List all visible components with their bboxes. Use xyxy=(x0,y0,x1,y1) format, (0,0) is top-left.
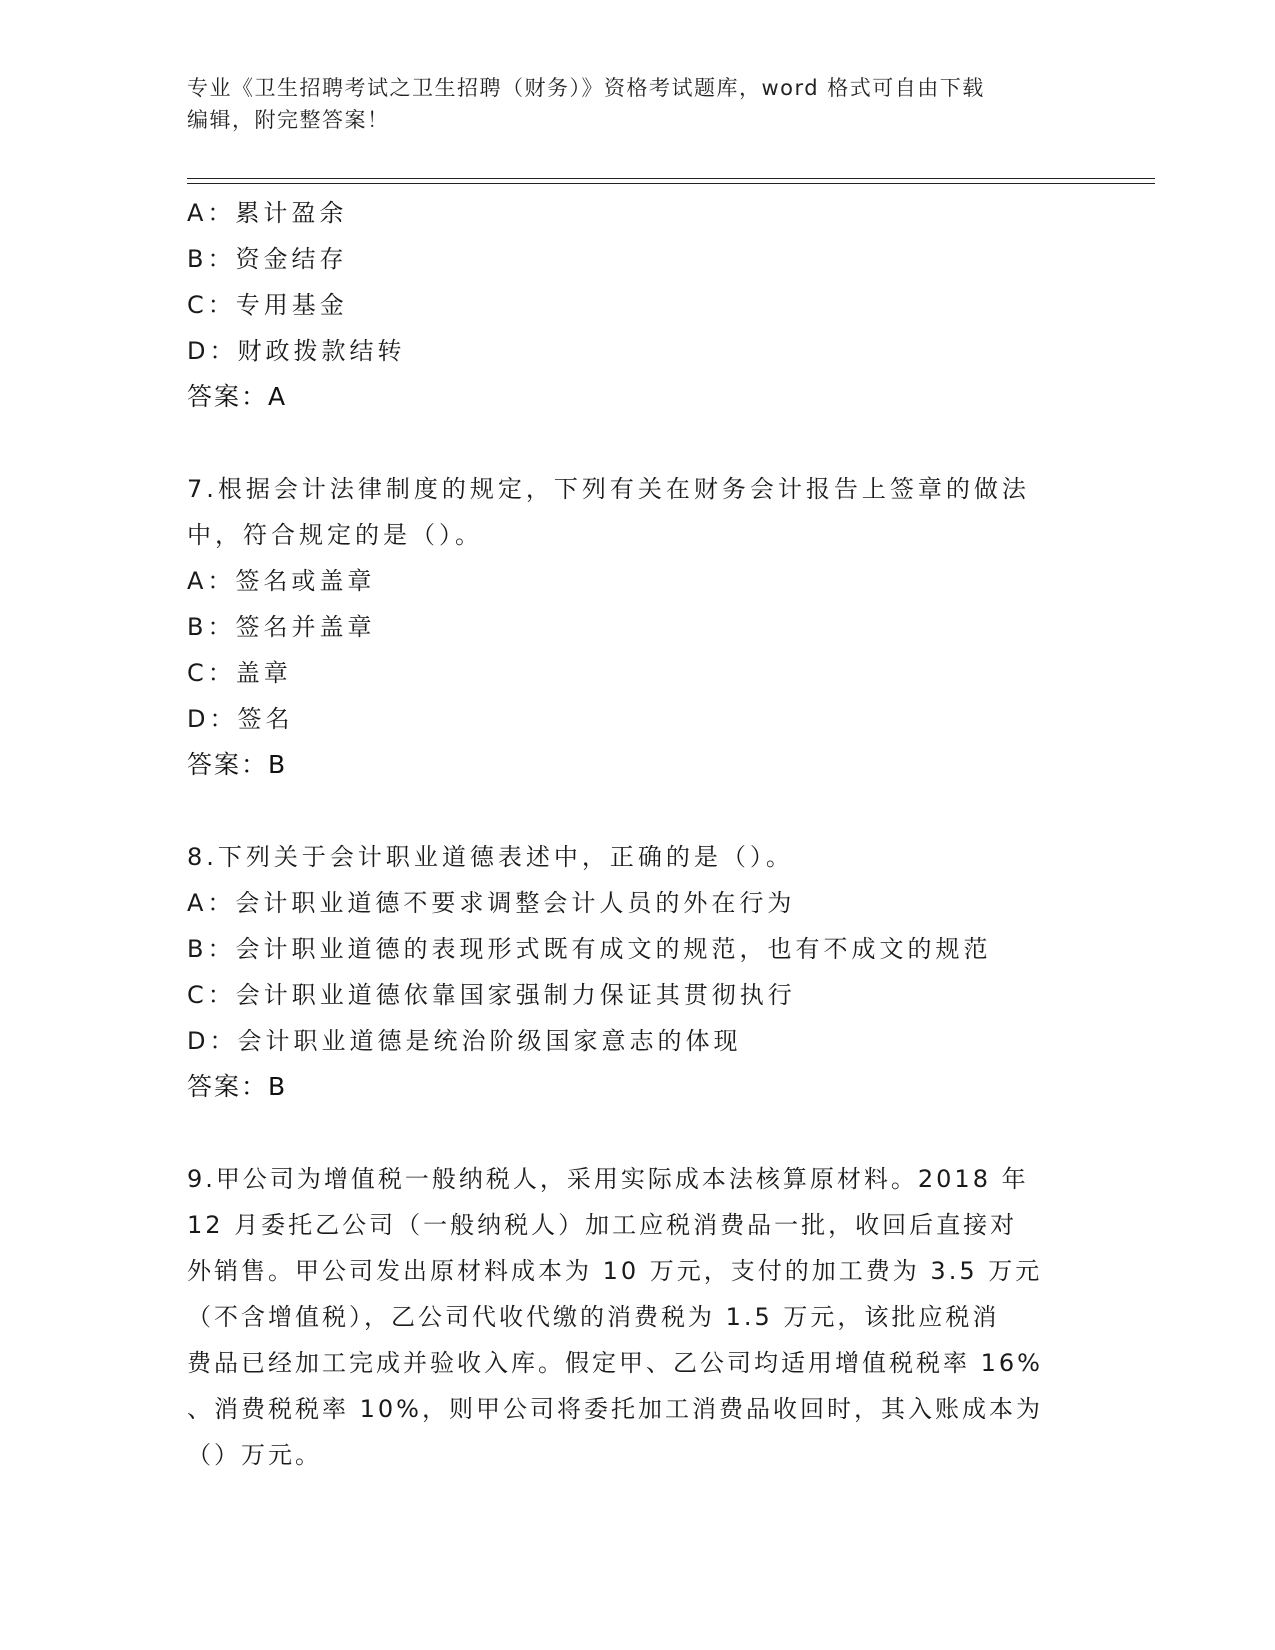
option-c: C：盖章 xyxy=(187,659,292,687)
question-stem-line: 费品已经加工完成并验收入库。假定甲、乙公司均适用增值税税率 16% xyxy=(187,1349,1043,1377)
header-divider-top xyxy=(187,178,1155,179)
option-b: B：资金结存 xyxy=(187,245,348,273)
option-b: B：会计职业道德的表现形式既有成文的规范，也有不成文的规范 xyxy=(187,935,992,963)
question-stem-line: 8.下列关于会计职业道德表述中，正确的是（）。 xyxy=(187,843,794,871)
option-d: D：签名 xyxy=(187,705,294,733)
option-a: A：会计职业道德不要求调整会计人员的外在行为 xyxy=(187,889,796,917)
option-a: A：累计盈余 xyxy=(187,199,348,227)
header-divider-bottom xyxy=(187,183,1155,184)
question-stem-line: （）万元。 xyxy=(187,1441,322,1469)
question-stem-line: 7.根据会计法律制度的规定，下列有关在财务会计报告上签章的做法 xyxy=(187,475,1030,503)
question-stem-line: 中，符合规定的是（）。 xyxy=(187,521,483,549)
question-9 xyxy=(187,1156,1087,1478)
option-c: C：专用基金 xyxy=(187,291,348,319)
question-stem-line: 9.甲公司为增值税一般纳税人，采用实际成本法核算原材料。2018 年 xyxy=(187,1165,1029,1193)
option-a: A：签名或盖章 xyxy=(187,567,376,595)
question-7 xyxy=(187,466,1087,788)
question-list xyxy=(187,190,1087,1478)
header-line-1: 专业《卫生招聘考试之卫生招聘（财务）》资格考试题库，word 格式可自由下载 xyxy=(187,76,985,100)
answer: 答案：B xyxy=(187,750,288,779)
option-c: C：会计职业道德依靠国家强制力保证其贯彻执行 xyxy=(187,981,796,1009)
spacer xyxy=(187,420,1087,466)
option-d: D：财政拨款结转 xyxy=(187,337,406,365)
option-b: B：签名并盖章 xyxy=(187,613,376,641)
header-line-2: 编辑，附完整答案！ xyxy=(187,108,390,132)
answer: 答案：B xyxy=(187,1072,288,1101)
question-stem-line: 、消费税税率 10%，则甲公司将委托加工消费品收回时，其入账成本为 xyxy=(187,1395,1043,1423)
document-header xyxy=(187,72,1067,136)
question-8 xyxy=(187,834,1087,1110)
question-stem-line: （不含增值税），乙公司代收代缴的消费税为 1.5 万元，该批应税消 xyxy=(187,1303,1000,1331)
spacer xyxy=(187,1110,1087,1156)
spacer xyxy=(187,788,1087,834)
question-stem-line: 外销售。甲公司发出原材料成本为 10 万元，支付的加工费为 3.5 万元 xyxy=(187,1257,1043,1285)
option-d: D：会计职业道德是统治阶级国家意志的体现 xyxy=(187,1027,742,1055)
answer: 答案：A xyxy=(187,382,288,411)
question-6 xyxy=(187,190,1087,420)
question-stem-line: 12 月委托乙公司（一般纳税人）加工应税消费品一批，收回后直接对 xyxy=(187,1211,1018,1239)
